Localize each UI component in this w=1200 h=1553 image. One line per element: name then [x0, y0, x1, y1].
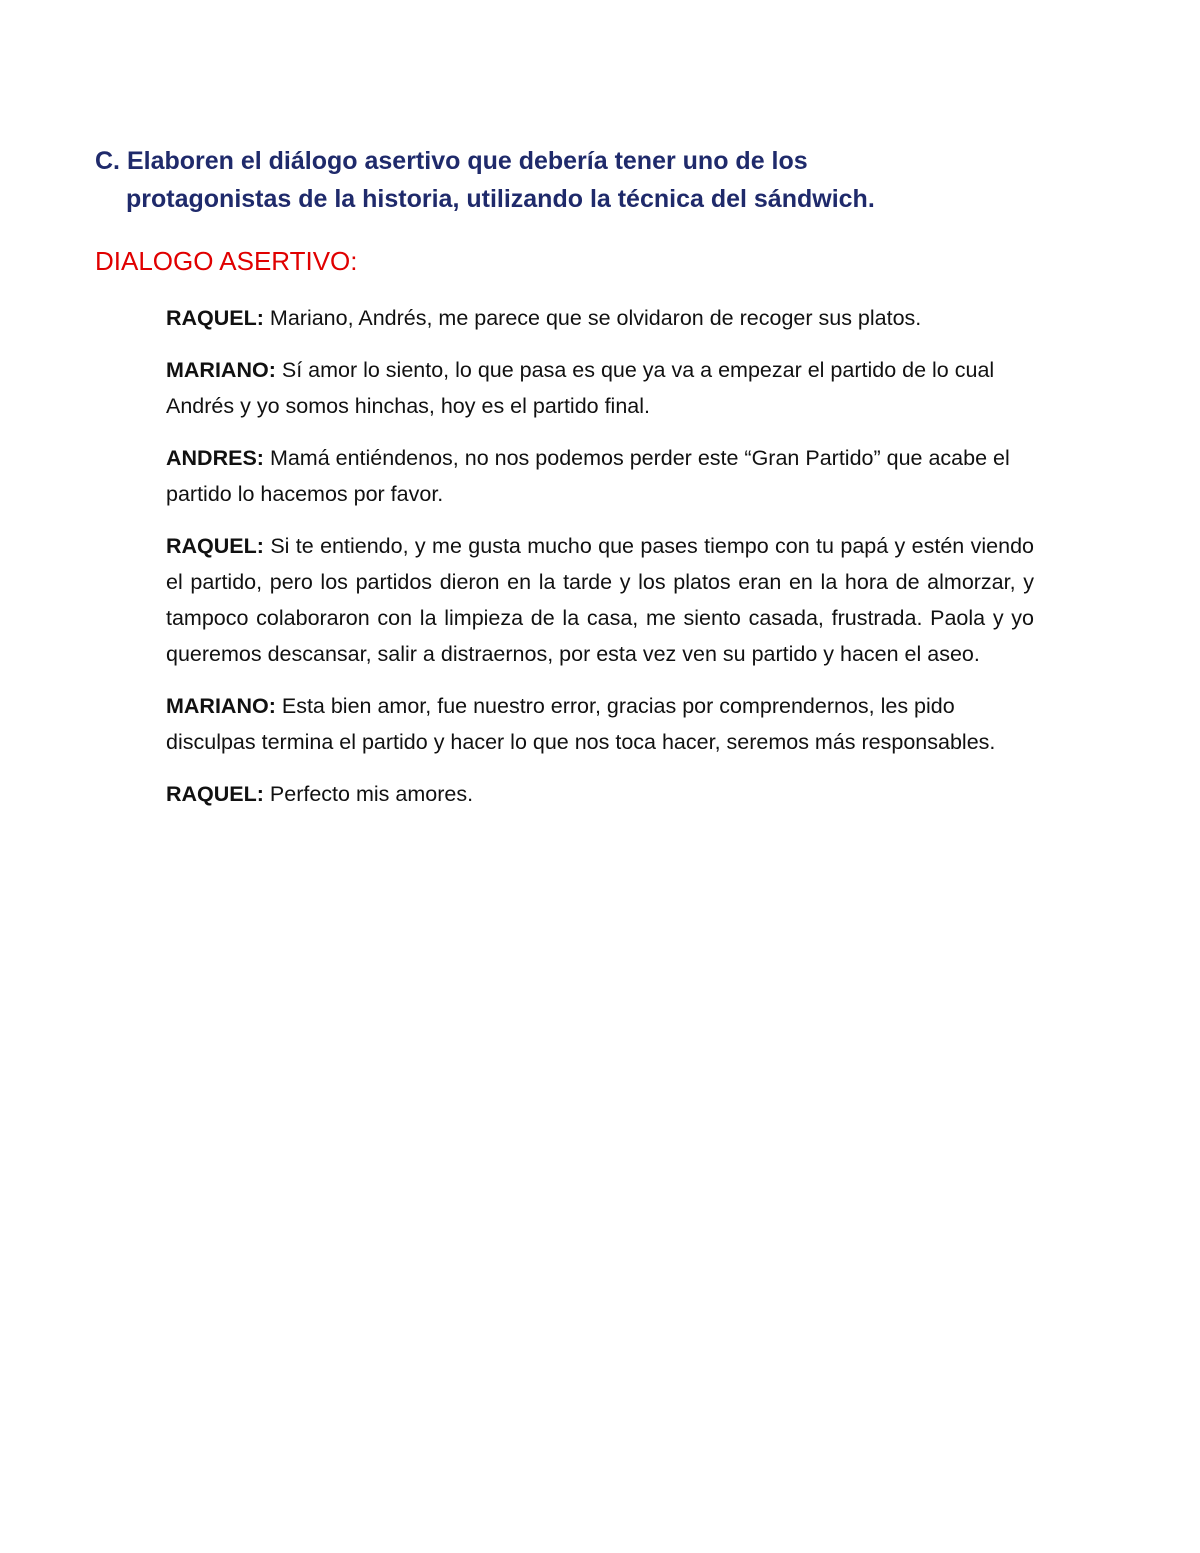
- question-line-1: C. Elaboren el diálogo asertivo que debería tener uno de los: [95, 147, 808, 175]
- speaker-name: RAQUEL:: [166, 534, 264, 558]
- dialogue-entry: [166, 352, 1034, 424]
- dialogue-entry: [166, 440, 1034, 512]
- dialogue-entry: [166, 528, 1034, 672]
- dialogue-entry: [166, 688, 1034, 760]
- dialogue: [166, 300, 1034, 828]
- dialogue-text: Sí amor lo siento, lo que pasa es que ya va a empezar el partido de lo cual Andrés y yo somos hinchas, hoy es el partido final.: [166, 358, 995, 418]
- dialogue-entry: [166, 300, 1034, 336]
- speaker-name: ANDRES:: [166, 446, 264, 470]
- question-heading: [95, 142, 1055, 218]
- dialogue-entry: [166, 776, 1034, 812]
- dialogue-text: Perfecto mis amores.: [269, 782, 474, 806]
- dialogue-text: Esta bien amor, fue nuestro error, gracias por comprendernos, les pido disculpas termina el partido y hacer lo que nos toca hacer, seremos más responsables.: [166, 694, 996, 754]
- section-title: DIALOGO ASERTIVO:: [95, 246, 358, 276]
- dialogue-text: Mamá entiéndenos, no nos podemos perder este “Gran Partido” que acabe el partido lo hacemos por favor.: [166, 446, 1010, 506]
- dialogue-text: Mariano, Andrés, me parece que se olvidaron de recoger sus platos.: [269, 306, 922, 330]
- dialogue-text: Si te entiendo, y me gusta mucho que pases tiempo con tu papá y estén viendo el partido, pero los partidos dieron en la tarde y los platos eran en la hora de almorzar, y tampoco colaboraron con la limpieza de la casa, me siento casada, frustrada. Paola y yo queremos descansar, salir a distraernos, por esta vez ven su partido y hacen el aseo.: [166, 534, 1034, 666]
- speaker-name: RAQUEL:: [166, 306, 264, 330]
- speaker-name: MARIANO:: [166, 694, 276, 718]
- speaker-name: MARIANO:: [166, 358, 276, 382]
- speaker-name: RAQUEL:: [166, 782, 264, 806]
- question-line-2: protagonistas de la historia, utilizando la técnica del sándwich.: [126, 185, 875, 213]
